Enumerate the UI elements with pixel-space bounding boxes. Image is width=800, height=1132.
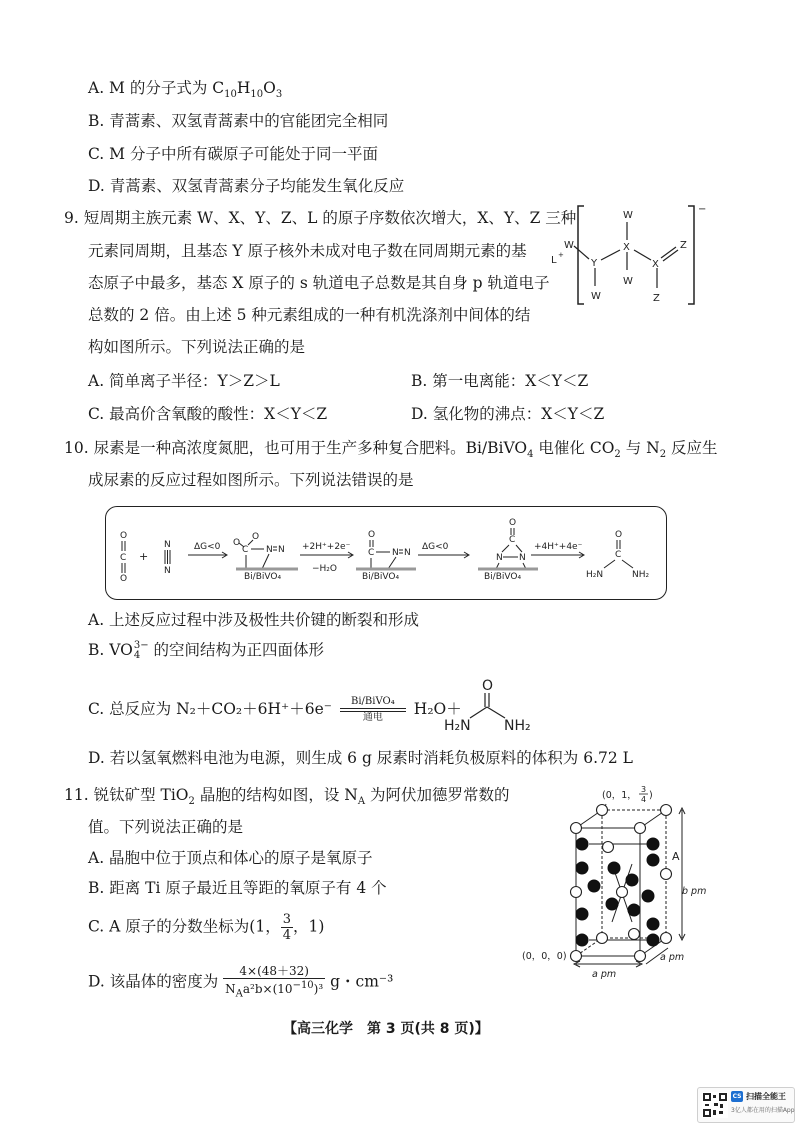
rxn-int2-o: O xyxy=(368,530,376,540)
q9-struct-x-center: X xyxy=(623,242,630,253)
q11-stem-line2: 值。下列说法正确的是 xyxy=(88,818,244,836)
rxn-int1-n2: N xyxy=(278,545,285,555)
q9-struct-y: Y xyxy=(591,258,598,269)
q11-option-a: A. 晶胞中位于顶点和体心的原子是氧原子 xyxy=(88,849,373,867)
q8-option-b: B. 青蒿素、双氢青蒿素中的官能团完全相同 xyxy=(88,112,389,130)
q9-option-c: C. 最高价含氧酸的酸性：X＜Y＜Z xyxy=(88,405,328,423)
crystal-b-label: b pm xyxy=(682,886,707,897)
rxn-cat2: Bi/BiVO₄ xyxy=(362,572,400,582)
rxn-int2-n2: N xyxy=(404,548,411,558)
q10-option-c-urea xyxy=(444,676,536,734)
q9-struct-w-top: W xyxy=(623,210,633,221)
q9-stem-line4: 总数的 2 倍。由上述 5 种元素组成的一种有机洗涤剂中间体的结 xyxy=(88,306,531,324)
rxn-n2-n1: N xyxy=(164,540,171,550)
q9-structure-diagram xyxy=(548,198,722,310)
rxn-int1-o1: O xyxy=(233,538,241,548)
q9-struct-x-right: X xyxy=(652,259,659,270)
q11-option-d: D. 该晶体的密度为 $\frac{4\times(48+32)}{N_Aa^2b\times(10^{-10})^3}$ g・cm⁻³ xyxy=(88,964,394,1000)
crystal-a-label: A xyxy=(672,850,680,863)
crystal-origin-label: (0，0，0) xyxy=(522,951,567,962)
scanner-app-title: 扫描全能王 xyxy=(746,1092,786,1101)
q9-struct-w-bottom: W xyxy=(591,291,601,302)
q11-option-c: C. A 原子的分数坐标为(1， $\frac{3}{4}$ ，1) xyxy=(88,912,325,943)
svg-text:H₂N: H₂N xyxy=(444,718,471,734)
q9-stem-line3: 态原子中最多，基态 X 原子的 s 轨道电子总数是其自身 p 轨道电子 xyxy=(88,274,550,292)
rxn-step4: +4H⁺+4e⁻ xyxy=(534,542,583,552)
rxn-co2-o2: O xyxy=(120,574,128,584)
rxn-int1-n1: N xyxy=(266,545,273,555)
q10-option-c: C. 总反应为 N₂＋CO₂＋6H⁺＋6e⁻ Bi/BiVO₄ 通电 H₂O＋ xyxy=(88,696,462,723)
q9-stem-line1: 9. 短周期主族元素 W、X、Y、Z、L 的原子序数依次增大，X、Y、Z 三种 xyxy=(64,209,577,227)
scanner-brand-icon: CS xyxy=(732,1093,742,1100)
rxn-int3-o: O xyxy=(509,518,517,528)
crystal-top-den: 4 xyxy=(641,795,647,804)
q9-struct-w-left: W xyxy=(564,240,574,251)
q9-struct-plus: + xyxy=(558,251,564,259)
q10-stem-line2: 成尿素的反应过程如图所示。下列说法错误的是 xyxy=(88,471,414,489)
rxn-urea-h2n: H₂N xyxy=(586,570,604,580)
crystal-top-num: 3 xyxy=(641,785,647,794)
rxn-int3-c: C xyxy=(509,535,516,545)
q8-option-a: A. M 的分子式为 $C_{10}H_{10}O_3$ xyxy=(88,79,283,101)
q10-reaction-pathway-box xyxy=(105,506,667,600)
q9-option-d: D. 氢化物的沸点：X＜Y＜Z xyxy=(411,405,605,423)
q10-stem-line1: 10. 尿素是一种高浓度氮肥，也可用于生产多种复合肥料。Bi/BiVO$_4$ 电催化 $CO_2$ 与 $N_2$ 反应生 xyxy=(64,439,718,461)
q11-option-b: B. 距离 Ti 原子最近且等距的氧原子有 4 个 xyxy=(88,879,387,897)
scanner-app-subtitle: 3亿人都在用的扫描App xyxy=(731,1107,795,1114)
q11-stem-line1: 11. 锐钛矿型 TiO$_2$ 晶胞的结构如图，设 $N_A$ 为阿伏加德罗常数的 xyxy=(64,786,510,808)
q10-option-d: D. 若以氢氧燃料电池为电源，则生成 6 g 尿素时消耗负极原料的体积为 6.72 L xyxy=(88,749,633,767)
q9-option-b: B. 第一电离能：X＜Y＜Z xyxy=(411,372,589,390)
rxn-step2: +2H⁺+2e⁻ xyxy=(302,542,351,552)
page-footer: 【高三化学 第 3 页(共 8 页)】 xyxy=(283,1021,489,1037)
q10-option-c-arrow: Bi/BiVO₄ 通电 xyxy=(340,696,406,724)
q9-struct-z-top: Z xyxy=(680,240,687,251)
q9-struct-minus: − xyxy=(698,204,707,215)
rxn-urea-o: O xyxy=(615,530,623,540)
rxn-int2-n1: N xyxy=(392,548,399,558)
q11-crystal-cell-diagram xyxy=(522,784,707,980)
svg-text:NH₂: NH₂ xyxy=(504,718,531,734)
q8-option-d: D. 青蒿素、双氢青蒿素分子均能发生氧化反应 xyxy=(88,177,405,195)
rxn-int3-n2: N xyxy=(519,553,526,563)
q10-option-a: A. 上述反应过程中涉及极性共价键的断裂和形成 xyxy=(88,611,420,629)
rxn-int1-o2: O xyxy=(252,532,260,542)
rxn-minus-h2o: −H₂O xyxy=(312,564,338,574)
crystal-a-pm-front: a pm xyxy=(592,969,617,980)
crystal-top-close: ) xyxy=(649,790,653,801)
rxn-dg1: ΔG<0 xyxy=(194,542,221,552)
rxn-urea-c: C xyxy=(615,550,622,560)
q9-struct-z-bottom: Z xyxy=(653,293,660,304)
q8-option-c: C. M 分子中所有碳原子可能处于同一平面 xyxy=(88,145,378,163)
svg-text:O: O xyxy=(482,678,494,694)
rxn-int3-n1: N xyxy=(496,553,503,563)
q9-option-a: A. 简单离子半径：Y＞Z＞L xyxy=(88,372,280,390)
scanner-watermark xyxy=(697,1087,795,1123)
crystal-top-coordinate: (0，1， xyxy=(602,790,637,801)
rxn-co2-o1: O xyxy=(120,531,128,541)
crystal-a-pm-side: a pm xyxy=(660,952,685,963)
rxn-plus: + xyxy=(139,550,149,563)
rxn-urea-nh2: NH₂ xyxy=(632,570,650,580)
qr-code-icon xyxy=(702,1092,728,1118)
q9-stem-line5: 构如图所示。下列说法正确的是 xyxy=(88,338,306,356)
q9-stem-line2: 元素同周期，且基态 Y 原子核外未成对电子数在同周期元素的基 xyxy=(88,242,527,260)
q10-reaction-pathway xyxy=(106,507,666,599)
rxn-n2-n2: N xyxy=(164,566,171,576)
rxn-int2-c: C xyxy=(368,548,375,558)
rxn-co2-c: C xyxy=(120,553,127,563)
q9-struct-l: L xyxy=(551,255,557,266)
rxn-dg2: ΔG<0 xyxy=(422,542,449,552)
q9-struct-w-right-bottom: W xyxy=(623,276,633,287)
rxn-cat1: Bi/BiVO₄ xyxy=(244,572,282,582)
q10-option-b: B. VO 3− 4 的空间结构为正四面体形 xyxy=(88,640,325,661)
rxn-cat3: Bi/BiVO₄ xyxy=(484,572,522,582)
rxn-int1-c: C xyxy=(242,545,249,555)
